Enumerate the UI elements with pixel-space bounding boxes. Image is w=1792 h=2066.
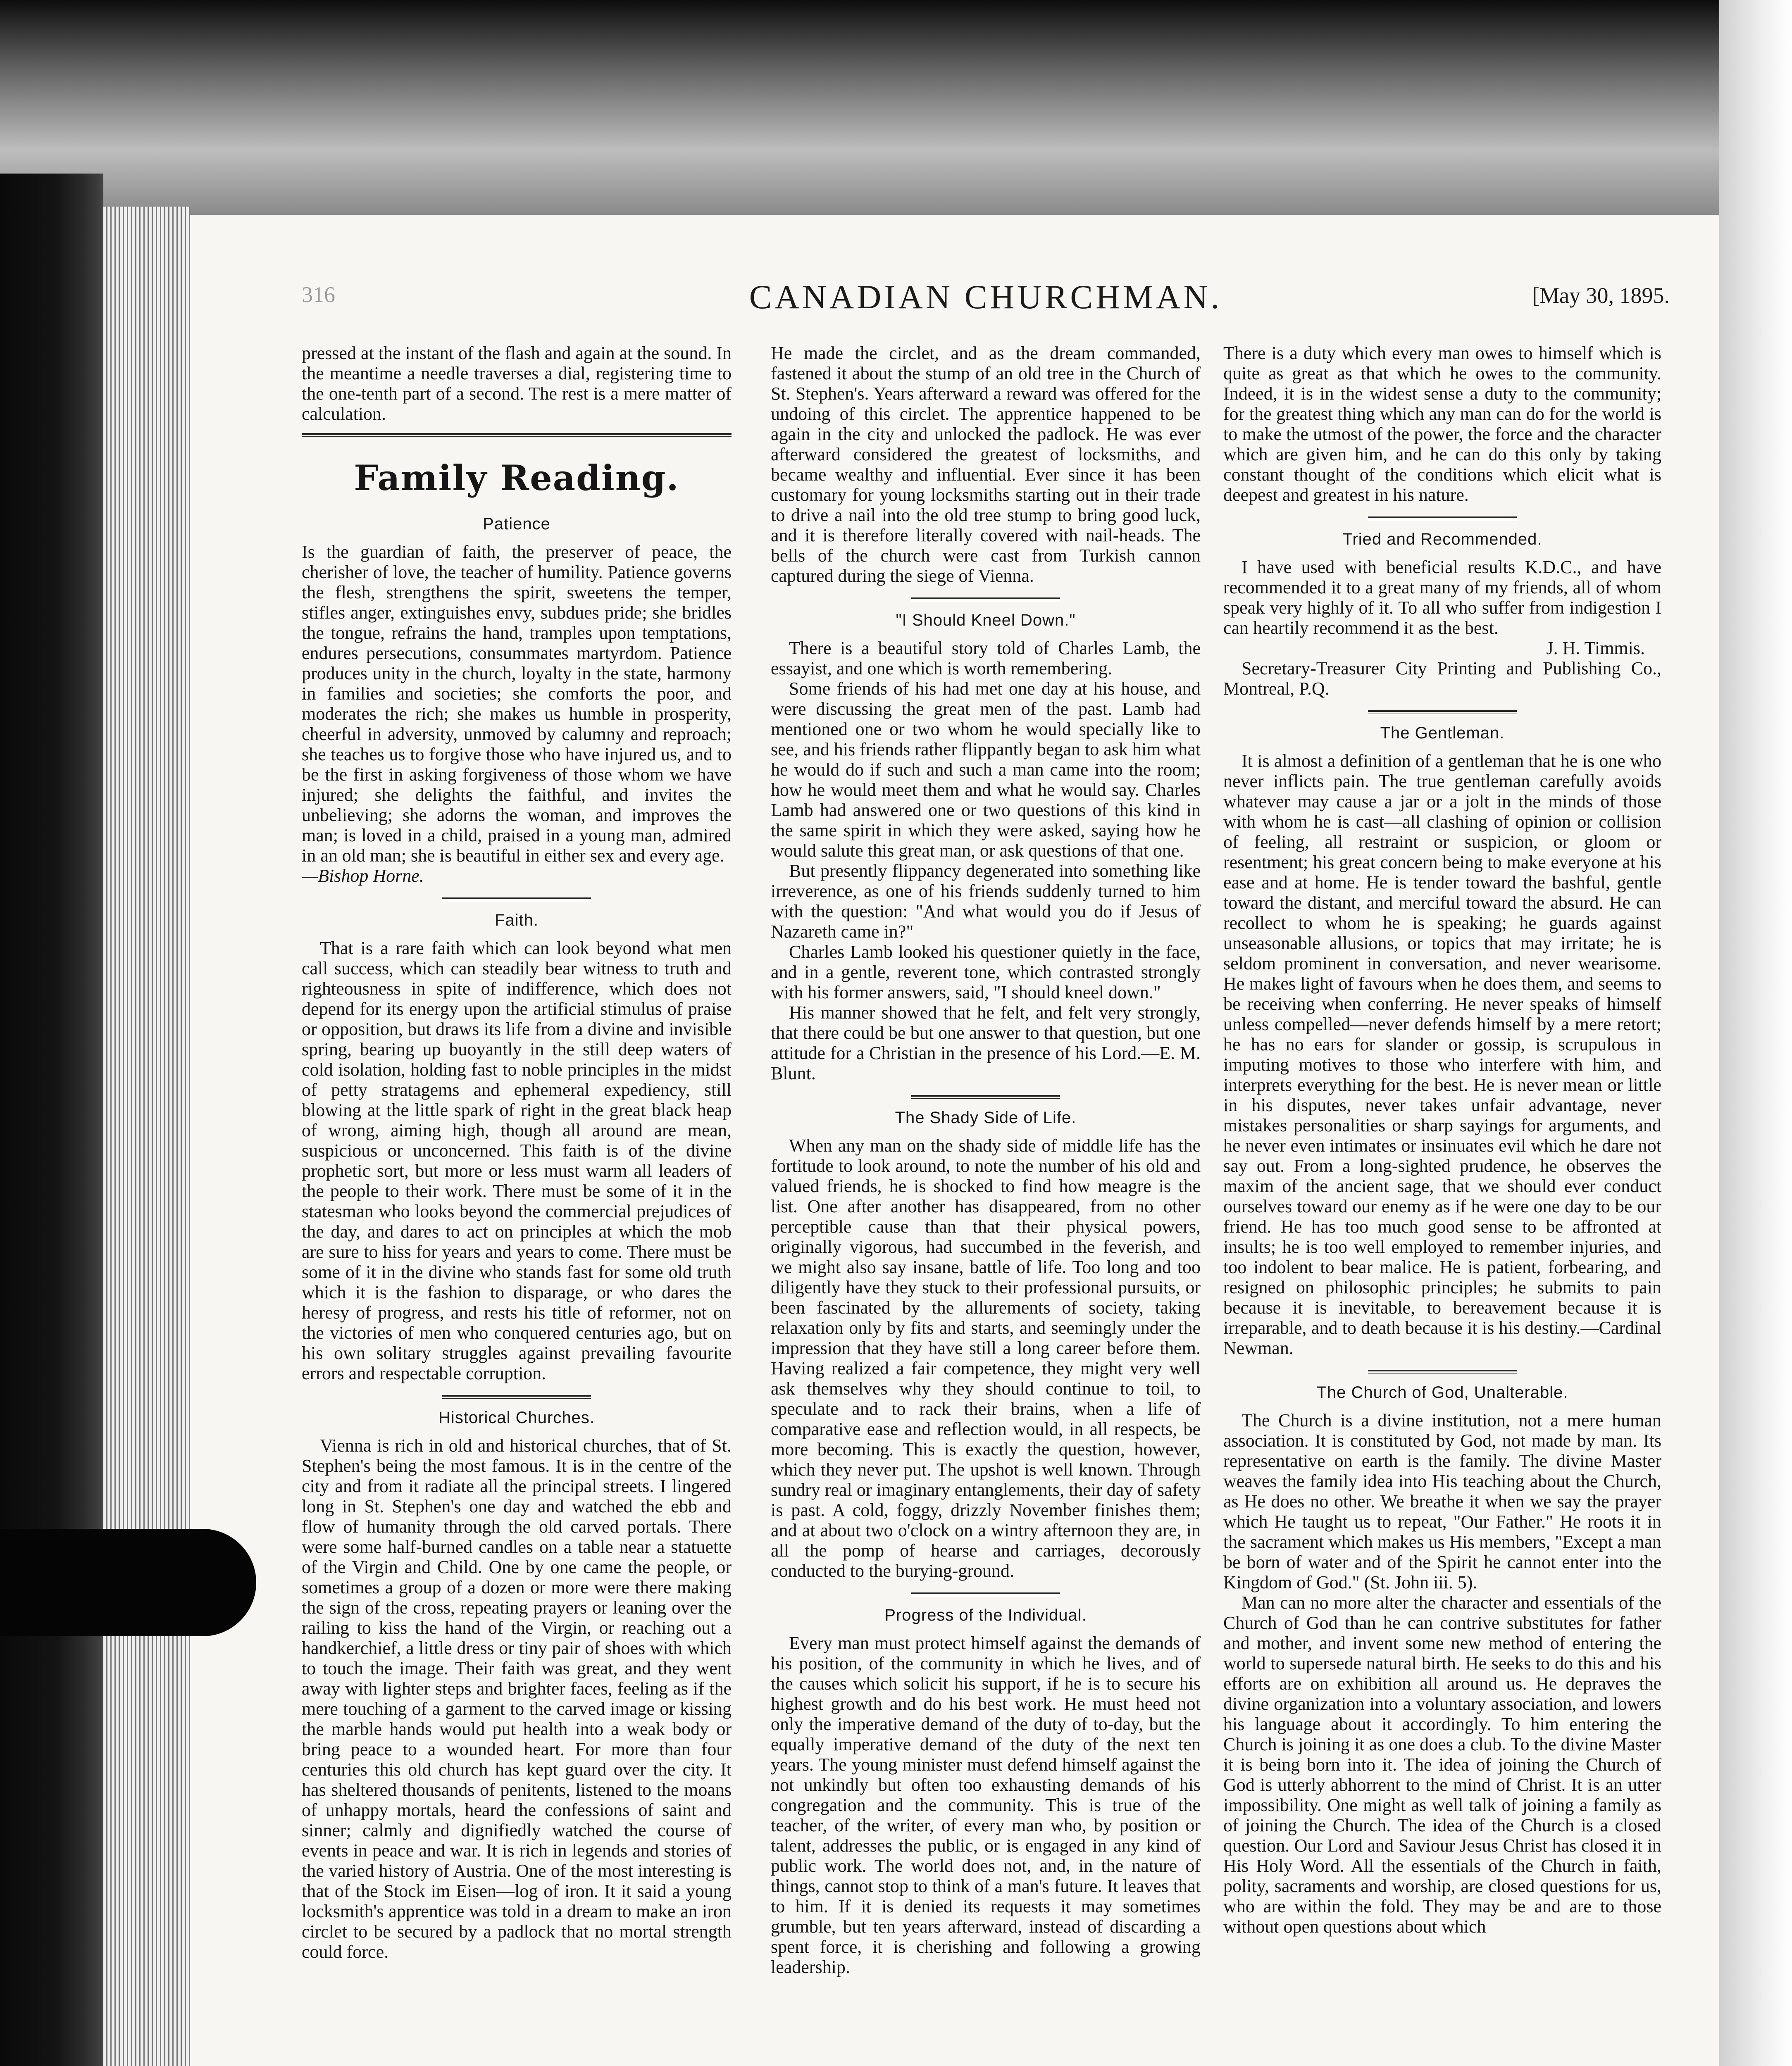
- book-spine-shadow: [0, 174, 103, 2066]
- progress-continuation: There is a duty which every man owes to himself which is quite as great as that which he owes to the community. Indeed, it is in the widest sense a duty to the community; for the greatest thing which any man can do for the world is to make the utmost of the power, the force and the character which are given him, and he can do this only by taking constant thought of the conditions which elicit what is deepest and greatest in his nature.: [1223, 343, 1661, 505]
- church-of-god-paragraph: Man can no more alter the character and essentials of the Church of God than he can contrive substitutes for father and mother, and invent some new method of entering the world to supersede natural birth. He seeks to do this and his efforts are on exhibition all around us. He depraves the divine organization into a voluntary association, and lowers his language about it accordingly. To him entering the Church is joining it as one does a club. To the divine Master it is being born into it. The idea of joining the Church of God is utterly abhorrent to the mind of Christ. It is an utter impossibility. One might as well talk of joining a family as of joining the Church. The idea of the Church is a closed question. Our Lord and Saviour Jesus Christ has closed it in His Holy Word. All the essentials of the Church in faith, polity, sacraments and worship, are closed questions for us, who are within the fold. They may be and are to those without open questions about which: [1223, 1592, 1661, 1937]
- column-1: [302, 343, 732, 2066]
- column-3: [1223, 343, 1661, 2066]
- thumb-shadow: [0, 1529, 256, 1636]
- gentleman-title: The Gentleman.: [1380, 724, 1505, 742]
- kneel-down-paragraph: His manner showed that he felt, and felt very strongly, that there could be but one answer to that question, but one attitude for a Christian in the presence of his Lord.—E. M. Blunt.: [771, 1002, 1201, 1083]
- historical-churches-body: Vienna is rich in old and historical churches, that of St. Stephen's being the most famous. It is in the centre of the city and from it radiate all the principal streets. I lingered long in St. Stephen's one day and watched the ebb and flow of humanity through the old carved portals. There were some half-burned candles on a table near a statuette of the Virgin and Child. One by one came the people, or sometimes a group of a dozen or more were there making the sign of the cross, repeating prayers or leaning over the railing to kiss the hand of the Virgin, or reaching out a handkerchief, a little dress or tiny pair of shoes with which to touch the image. Their faith was great, and they went away with lighter steps and brighter faces, feeling as if the mere touching of a garment to the carved image or kissing the marble hands would put health into a weak body or bring peace to a wounded heart. For more than four centuries this old church has kept guard over the city. It has sheltered thousands of penitents, listened to the moans of unhappy mortals, heard the confessions of saint and sinner; calmly and dignifiedly watched the course of events in peace and war. It is rich in legends and stories of the varied history of Austria. One of the most interesting is that of the Stock im Eisen—log of iron. It it said a young locksmith's apprentice was told in a dream to make an iron circlet to be secured by a padlock that no mortal strength could force.: [302, 1435, 732, 1962]
- gentleman-body: It is almost a definition of a gentleman that he is one who never inflicts pain. The true gentleman carefully avoids whatever may cause a jar or a jolt in the minds of those with whom he is cast—all clashing of opinion or collision of feeling, all restraint or suspicion, or gloom or resentment; his great concern being to make everyone at his ease and at home. He is tender toward the bashful, gentle toward the distant, and merciful toward the absurd. He can recollect to whom he is speaking; he guards against unseasonable allusions, or topics that may irritate; he is seldom prominent in conversation, and never wearisome. He makes light of favours when he does them, and seems to be receiving when conferring. He never speaks of himself unless compelled—never defends himself by a mere retort; he has no ears for slander or gossip, is scrupulous in imputing motives to those who interfere with him, and interprets everything for the best. He is never mean or little in his disputes, never takes unfair advantage, never mistakes personalities or sharp sayings for arguments, and he never even intimates or insinuates evil which he dare not say out. From a long-sighted prudence, he observes the maxim of the ancient sage, that we should ever conduct ourselves toward our enemy as if he were one day to be our friend. He has too much good sense to be affronted at insults; he is too well employed to remember injuries, and too indolent to bear malice. He is patient, forbearing, and resigned on philosophic principles; he submits to pain because it is inevitable, to bereavement because it is irreparable, and to death because it is his destiny.—Cardinal Newman.: [1223, 751, 1661, 1358]
- divider: [911, 1592, 1060, 1596]
- patience-title: Patience: [483, 515, 550, 533]
- historical-churches-continuation: He made the circlet, and as the dream commanded, fastened it about the stump of an old tree in the Church of St. Stephen's. Years afterward a reward was offered for the undoing of this circlet. The apprentice happened to be again in the city and unlocked the padlock. He was ever afterward considered the greatest of locksmiths, and became wealthy and influential. Ever since it has been customary for young locksmiths starting out in their trade to drive a nail into the old tree stump to bring good luck, and it is therefore literally covered with nail-heads. The bells of the church were cast from Turkish cannon captured during the siege of Vienna.: [771, 343, 1201, 586]
- scan-background-top: [0, 0, 1792, 215]
- historical-churches-title: Historical Churches.: [438, 1409, 595, 1427]
- testimonial-affiliation: Secretary-Treasurer City Printing and Publishing Co., Montreal, P.Q.: [1223, 658, 1661, 699]
- divider: [442, 1395, 591, 1399]
- column-2: [771, 343, 1201, 2066]
- divider: [911, 1095, 1060, 1099]
- divider: [911, 597, 1060, 601]
- church-of-god-title: The Church of God, Unalterable.: [1316, 1383, 1568, 1402]
- divider: [1368, 710, 1517, 714]
- issue-date: [May 30, 1895.: [1532, 283, 1670, 308]
- divider: [302, 433, 732, 437]
- divider: [442, 897, 591, 901]
- shady-side-body: When any man on the shady side of middle life has the fortitude to look around, to note the number of his old and valued friends, he is shocked to find how meagre is the list. One after another has disappeared, from no other perceptible cause than that their physical powers, originally vigorous, had succumbed in the feverish, and we might also say insane, battle of life. Too long and too diligently have they stuck to their professional pursuits, or been fascinated by the allurements of society, taking relaxation only by fits and starts, and seemingly under the impression that they have still a long career before them. Having realized a fair competence, they might very well ask themselves why they should continue to toil, to speculate and to rack their brains, when a life of comparative ease and reflection would, in all respects, be more becoming. This is exactly the question, however, which they never put. The upshot is well known. Through sundry real or imaginary entanglements, their day of safety is past. A cold, foggy, drizzly November finishes them; and at about two o'clock on a wintry afternoon they are, in all the pomp of hearse and carriages, decorously conducted to the burying-ground.: [771, 1135, 1201, 1581]
- publication-title: CANADIAN CHURCHMAN.: [749, 278, 1222, 316]
- progress-body: Every man must protect himself against the demands of his position, of the community in which he lives, and of the causes which solicit his support, if he is to secure his highest growth and do his best work. He must heed not only the imperative demand of the duty of to-day, but the equally imperative demand of the duty of the next ten years. The young minister must defend himself against the not unkindly but often too exhausting demands of his congregation and the community. This is true of the teacher, of the writer, of every man who, by position or talent, addresses the public, or is engaged in any kind of public work. The world does not, and, in the nature of things, cannot stop to think of a man's future. It leaves that to him. If it is denied its requests it may sometimes grumble, but ten years afterward, instead of discarding a spent force, it is cherishing and following a growing leadership.: [771, 1633, 1201, 1977]
- family-reading-heading: Family Reading.: [354, 457, 679, 498]
- kneel-down-paragraph: But presently flippancy degenerated into something like irreverence, as one of his friends suddenly turned to him with the question: "And what would you do if Jesus of Nazareth came in?": [771, 861, 1201, 942]
- page-edges: [103, 207, 190, 2066]
- running-head: [302, 278, 1670, 323]
- testimonial-signature: J. H. Timmis.: [1546, 638, 1645, 658]
- page-number: 316: [302, 282, 335, 307]
- shady-side-title: The Shady Side of Life.: [895, 1109, 1077, 1127]
- kneel-down-paragraph: Charles Lamb looked his questioner quietly in the face, and in a gentle, reverent tone, which contrasted strongly with his former answers, said, "I should kneel down.": [771, 942, 1201, 1002]
- church-of-god-paragraph: The Church is a divine institution, not a mere human association. It is constituted by God, not made by man. Its representative on earth is the family. The divine Master weaves the family idea into His teaching about the Church, as He does no other. We breathe it when we say the prayer which He taught us to repeat, "Our Father." He roots it in the sacrament which makes us His members, "Except a man be born of water and of the Spirit he cannot enter into the Kingdom of God." (St. John iii. 5).: [1223, 1410, 1661, 1592]
- faith-title: Faith.: [494, 911, 539, 929]
- scan-background-right: [1719, 0, 1792, 2066]
- intro-continuation: pressed at the instant of the flash and again at the sound. In the meantime a needle traverses a dial, registering time to the one-tenth part of a second. The rest is a mere matter of calculation.: [302, 343, 732, 424]
- divider: [1368, 1370, 1517, 1373]
- kneel-down-paragraph: Some friends of his had met one day at his house, and were discussing the great men of the past. Lamb had mentioned one or two whom he would specially like to see, and his friends rather flippantly began to ask him what he would do if such and such a man came into the room; how he would meet them and what he would say. Charles Lamb had answered one or two questions of this kind in the same spirit in which they were asked, saying how he would salute this great man, or ask questions of that one.: [771, 678, 1201, 861]
- patience-body: Is the guardian of faith, the preserver of peace, the cherisher of love, the teacher of humility. Patience governs the flesh, strengthens the spirit, sweetens the temper, stifles anger, extinguishes envy, subdues pride; she bridles the tongue, refrains the hand, tramples upon temptations, endures persecutions, consummates martyrdom. Patience produces unity in the church, loyalty in the state, harmony in families and societies; she comforts the poor, and moderates the rich; she makes us humble in prosperity, cheerful in adversity, unmoved by calumny and reproach; she teaches us to forgive those who have injured us, and to be the first in asking forgiveness of those whom we have injured; she delights the faithful, and invites the unbelieving; she adorns the woman, and improves the man; is loved in a child, praised in a young man, admired in an old man; she is beautiful in either sex and every age.: [302, 542, 732, 866]
- faith-body: That is a rare faith which can look beyond what men call success, which can steadily bear witness to truth and righteousness in spite of indifference, which does not depend for its energy upon the artificial stimulus of praise or opposition, but draws its life from a divine and invisible spring, bearing up buoyantly in the still deep waters of cold isolation, holding fast to noble principles in the midst of petty stratagems and ephemeral expediency, still blowing at the little spark of right in the great black heap of wrong, aiming high, though all around are mean, suspicious or unconcerned. This faith is of the divine prophetic sort, but more or less must warm all leaders of the people to their work. There must be some of it in the statesman who looks beyond the commercial prejudices of the day, and dares to act on principles at which the mob are sure to hiss for years and years to come. There must be some of it in the divine who stands fast for some old truth which it is the fashion to disparage, or who dares the heresy of progress, and rests his title of reformer, not on the victories of men who conquered centuries ago, but on his own solitary struggles against prevailing favourite errors and respectable corruption.: [302, 938, 732, 1383]
- tried-title: Tried and Recommended.: [1342, 530, 1542, 548]
- tried-body: I have used with beneficial results K.D.C., and have recommended it to a great many of my friends, all of whom speak very highly of it. To all who suffer from indigestion I can heartily recommend it as the best.: [1223, 557, 1661, 638]
- kneel-down-paragraph: There is a beautiful story told of Charles Lamb, the essayist, and one which is worth remembering.: [771, 638, 1201, 678]
- divider: [1368, 516, 1517, 520]
- patience-attribution: —Bishop Horne.: [302, 866, 424, 886]
- kneel-down-title: "I Should Kneel Down.": [896, 611, 1076, 629]
- progress-title: Progress of the Individual.: [884, 1606, 1087, 1624]
